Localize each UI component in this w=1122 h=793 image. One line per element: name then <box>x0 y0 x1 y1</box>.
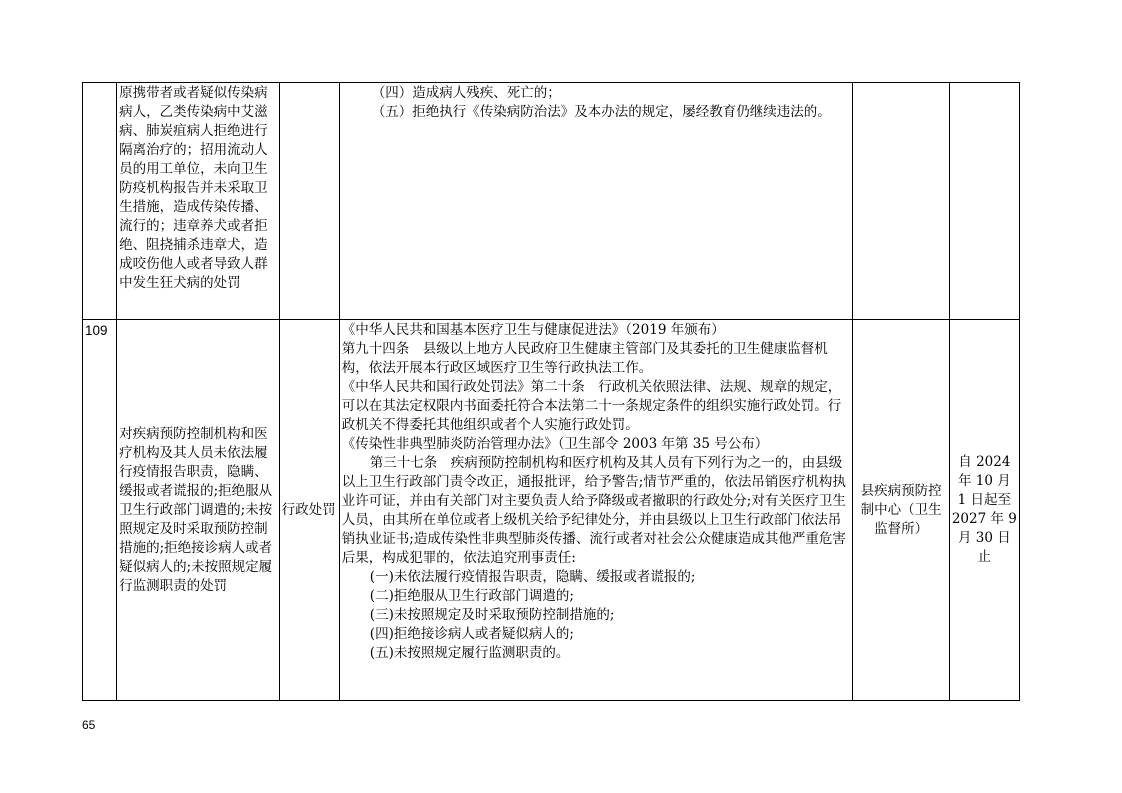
page-number: 65 <box>82 718 96 732</box>
basis-paragraph: 第三十七条 疾病预防控制机构和医疗机构及其人员有下列行为之一的，由县级以上卫生行政部门责令改正，通报批评，给予警告;情节严重的，依法吊销医疗机构执业许可证，并由有关部门对主要负责人给予降级或者撤职的行政处分;对有关医疗卫生人员，由其所在单位或者上级机关给予纪律处分，并由县级以上卫生行政部门依法吊销执业证书;造成传染性非典型肺炎传播、流行或者对社会公众健康造成其他严重危害后果，构成犯罪的，依法追究刑事责任: <box>341 455 846 566</box>
item-subject: 对疾病预防控制机构和医疗机构及其人员未依法履行疫情报告职责，隐瞒、缓报或者谎报的;拒绝服从卫生行政部门调遣的;未按照规定及时采取预防控制措施的;拒绝接诊病人或者疑似病人的;未按照规定履行监测职责的处罚 <box>117 320 280 701</box>
table-row <box>83 320 1020 701</box>
item-number <box>83 83 117 320</box>
item-basis <box>339 320 853 701</box>
item-basis <box>339 83 853 320</box>
basis-paragraph: 第九十四条 县级以上地方人民政府卫生健康主管部门及其委托的卫生健康监督机构，依法开展本行政区域医疗卫生等行政执法工作。 <box>341 341 828 376</box>
basis-paragraph: 《中华人民共和国行政处罚法》第二十条 行政机关依照法律、法规、规章的规定，可以在其法定权限内书面委托符合本法第二十一条规定条件的组织实施行政处罚。行政机关不得委托其他组织或者个人实施行政处罚。 <box>341 379 842 433</box>
item-period <box>949 83 1019 320</box>
item-type <box>279 83 339 320</box>
basis-item: (三)未按照规定及时采取预防控制措施的; <box>369 607 615 623</box>
basis-line: （四）造成病人残疾、死亡的； <box>371 85 561 101</box>
basis-line: （五）拒绝执行《传染病防治法》及本办法的规定，屡经教育仍继续违法的。 <box>371 104 831 120</box>
item-period: 自 2024 年 10 月 1 日起至 2027 年 9 月 30 日止 <box>949 320 1019 701</box>
basis-item: (二)拒绝服从卫生行政部门调遣的; <box>369 588 574 604</box>
basis-item: (四)拒绝接诊病人或者疑似病人的; <box>369 626 574 642</box>
item-agency: 县疾病预防控制中心（卫生监督所） <box>853 320 949 701</box>
law-title: 《传染性非典型肺炎防治管理办法》（卫生部令 2003 年第 35 号公布） <box>341 436 769 452</box>
item-subject: 原携带者或者疑似传染病病人，乙类传染病中艾滋病、肺炭疽病人拒绝进行隔离治疗的；招用流动人员的用工单位，未向卫生防疫机构报告并未采取卫生措施，造成传染传播、流行的；违章养犬或者拒绝、阻挠捕杀违章犬，造成咬伤他人或者导致人群中发生狂犬病的处罚 <box>117 83 280 320</box>
authority-table <box>82 82 1020 701</box>
table-row <box>83 83 1020 320</box>
item-type: 行政处罚 <box>279 320 339 701</box>
basis-item: (五)未按照规定履行监测职责的。 <box>369 645 570 661</box>
basis-item: (一)未依法履行疫情报告职责，隐瞒、缓报或者谎报的; <box>369 569 696 585</box>
law-title: 《中华人民共和国基本医疗卫生与健康促进法》（2019 年颁布） <box>341 322 725 338</box>
item-number: 109 <box>83 320 117 701</box>
item-agency <box>853 83 949 320</box>
